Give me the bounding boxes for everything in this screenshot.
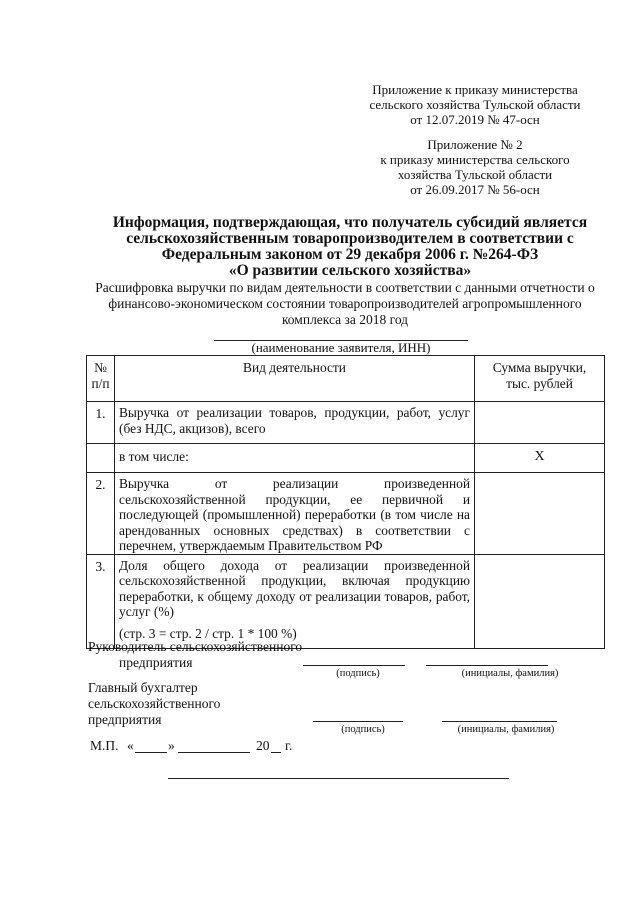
date-close-quote: » [168, 738, 175, 753]
accountant-initials-caption: (инициалы, фамилия) [457, 724, 555, 735]
row-activity-text: Выручка от реализации произведенной сельскохозяйственной продукции, ее первичной и последующей (промышленной) переработки (в том числе на арендованных основных средствах) в соответствии с перечнем, утверждаемым Правительством РФ [119, 476, 470, 553]
row-num: 2. [87, 473, 115, 555]
appendix-header-original [340, 137, 610, 197]
row-activity [115, 554, 475, 648]
head-signature-label [88, 639, 302, 671]
mp-label: М.П. [90, 738, 119, 753]
appendix-line: от 26.09.2017 № 56-осн [410, 182, 540, 197]
header-sum-line: тыс. рублей [506, 375, 573, 391]
row-formula: (стр. 3 = стр. 2 / стр. 1 * 100 %) [119, 625, 297, 641]
head-signature-caption: (подпись) [336, 668, 380, 679]
head-signature-field[interactable] [303, 665, 405, 666]
head-initials-field[interactable] [426, 665, 548, 666]
row-activity-text: в том числе: [119, 449, 189, 464]
header-activity [115, 356, 475, 402]
subtitle-line: комплекса за 2018 год [281, 312, 409, 327]
date-open-quote: « [127, 738, 134, 753]
accountant-label-line: предприятия [88, 712, 162, 727]
header-num-line: № [94, 360, 107, 375]
header-num [87, 356, 115, 402]
table-row [87, 473, 605, 555]
document-title [60, 215, 640, 279]
appendix-line: сельского хозяйства Тульской области [369, 97, 581, 112]
accountant-signature-field[interactable] [313, 721, 403, 722]
appendix-line: от 12.07.2019 № 47-осн [410, 112, 540, 127]
date-year-field[interactable] [271, 752, 281, 753]
date-day-field[interactable] [135, 752, 167, 753]
accountant-initials-field[interactable] [442, 721, 557, 722]
header-activity-label: Вид деятельности [243, 360, 346, 375]
head-initials-caption: (инициалы, фамилия) [461, 668, 559, 679]
row-activity-text: Выручка от реализации товаров, продукции, работ, услуг (без НДС, акцизов), всего [119, 405, 470, 436]
accountant-signature-label [88, 680, 220, 728]
table-header-row [87, 356, 605, 402]
year-prefix: 20 [256, 738, 270, 753]
row-num [87, 444, 115, 473]
title-line: Федеральным законом от 29 декабря 2006 г. №264-ФЗ [161, 246, 539, 263]
accountant-signature-caption: (подпись) [341, 724, 385, 735]
table-row [87, 402, 605, 444]
appendix-line: Приложение № 2 [427, 137, 523, 152]
table-row [87, 554, 605, 648]
title-line: Информация, подтверждающая, что получатель субсидий является [112, 214, 588, 231]
year-suffix: г. [285, 738, 293, 753]
title-line: «О развитии сельского хозяйства» [228, 262, 472, 279]
row-sum-cell[interactable] [475, 402, 605, 444]
header-sum [475, 356, 605, 402]
row-num: 3. [87, 554, 115, 648]
accountant-label-line: Главный бухгалтер [88, 680, 198, 695]
appendix-line: к приказу министерства сельского [380, 152, 570, 167]
header-sum-line: Сумма выручки, [492, 360, 587, 375]
date-month-field[interactable] [178, 752, 250, 753]
revenue-table [86, 355, 605, 649]
appendix-line: Приложение к приказу министерства [372, 82, 578, 97]
subtitle-line: Расшифровка выручки по видам деятельности в соответствии с данными отчетности о [95, 280, 595, 295]
head-label-line: предприятия [119, 655, 193, 670]
row-activity [115, 444, 475, 473]
header-num-line: п/п [91, 375, 110, 391]
accountant-label-line: сельскохозяйственного [88, 696, 221, 711]
row-activity-text: Доля общего дохода от реализации произведенной сельскохозяйственной продукции, включая продукцию переработки, к общему доходу от реализации товаров, работ, услуг (%) [119, 557, 470, 619]
subtitle-line: финансово-экономическом состоянии товаропроизводителей агропромышленного [108, 296, 582, 311]
row-sum-cell[interactable] [475, 473, 605, 555]
table-row [87, 444, 605, 473]
title-line: сельскохозяйственным товаропроизводителем в соответствии с [126, 230, 574, 247]
row-sum-cell[interactable] [475, 554, 605, 648]
applicant-caption: (наименование заявителя, ИНН) [251, 340, 431, 355]
document-subtitle [95, 280, 595, 328]
head-label-line: Руководитель сельскохозяйственного [88, 639, 303, 654]
appendix-header-current [340, 82, 610, 127]
row-sum-cell: X [475, 444, 605, 473]
row-num: 1. [87, 402, 115, 444]
bottom-separator [168, 778, 509, 779]
row-activity [115, 402, 475, 444]
row-activity [115, 473, 475, 555]
appendix-line: хозяйства Тульской области [397, 167, 553, 182]
